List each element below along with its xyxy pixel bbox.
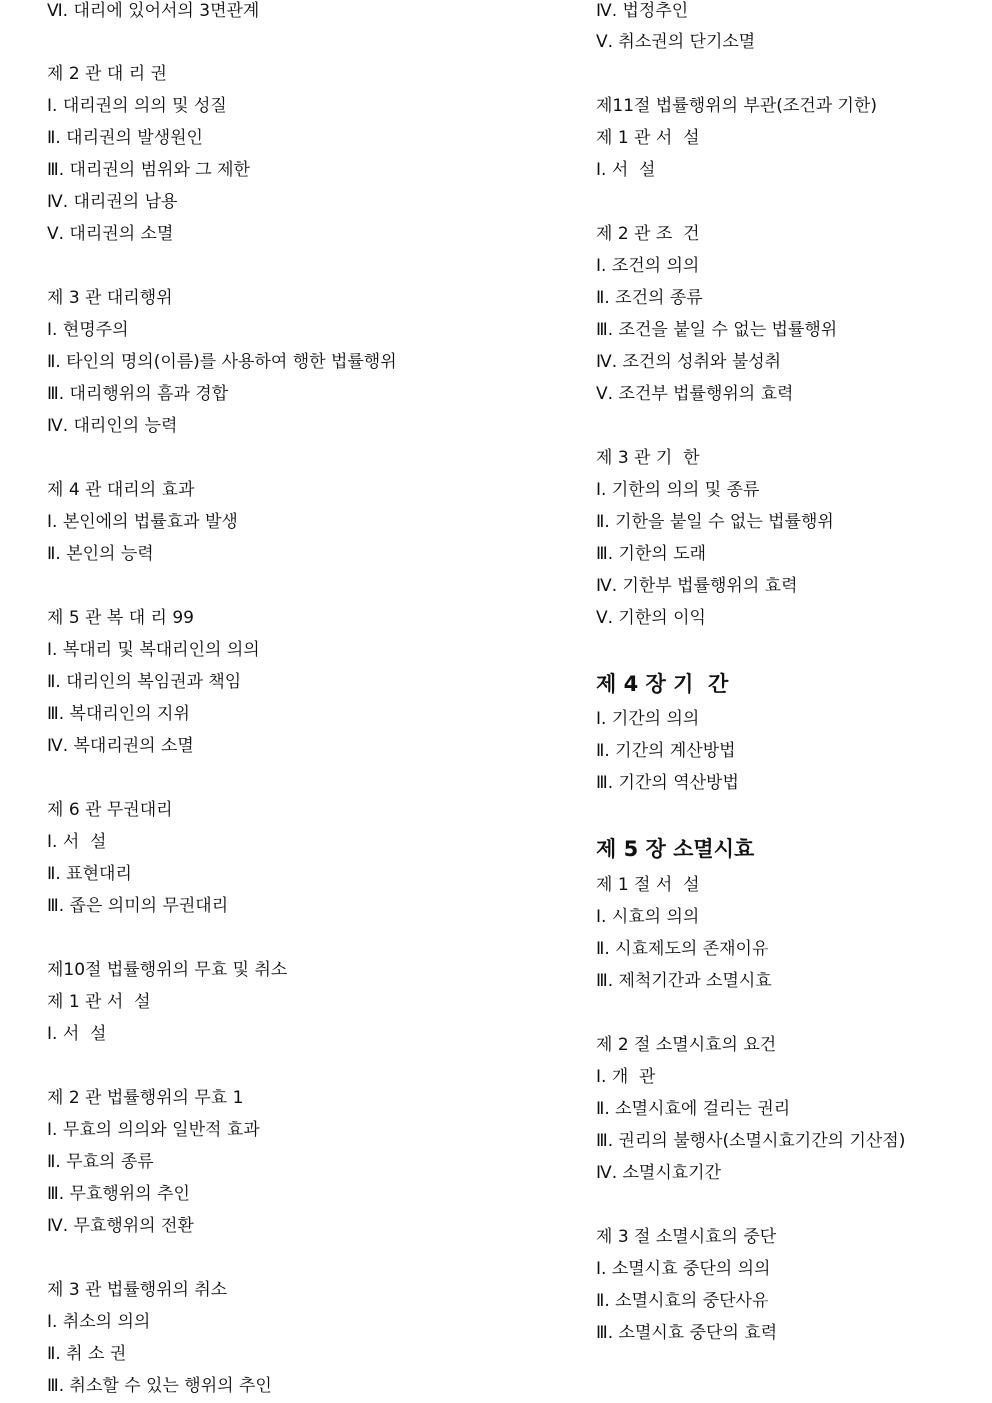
section-heading: 제 3 관 법률행위의 취소: [47, 1280, 228, 1300]
toc-entry: Ⅲ. 복대리인의 지위: [47, 704, 190, 724]
toc-entry: Ⅱ. 소멸시효에 걸리는 권리: [596, 1099, 791, 1119]
toc-entry: Ⅳ. 대리권의 남용: [47, 192, 178, 212]
toc-entry: Ⅰ. 취소의 의의: [47, 1312, 151, 1332]
section-heading: 제10절 법률행위의 무효 및 취소: [47, 960, 288, 980]
toc-entry: Ⅱ. 시효제도의 존재이유: [596, 939, 769, 959]
toc-entry: Ⅲ. 취소할 수 있는 행위의 추인: [47, 1376, 272, 1396]
toc-entry: Ⅱ. 소멸시효의 중단사유: [596, 1291, 769, 1311]
toc-entry: Ⅳ. 무효행위의 전환: [47, 1216, 194, 1236]
toc-entry: Ⅳ. 복대리권의 소멸: [47, 736, 194, 756]
toc-entry: Ⅴ. 취소권의 단기소멸: [596, 32, 756, 52]
toc-entry: Ⅰ. 서 설: [596, 160, 656, 180]
chapter-heading: 제 5 장 소멸시효: [596, 837, 755, 861]
toc-entry: Ⅳ. 기한부 법률행위의 효력: [596, 576, 798, 596]
toc-entry: Ⅱ. 기한을 붙일 수 없는 법률행위: [596, 512, 834, 532]
toc-entry: Ⅲ. 권리의 불행사(소멸시효기간의 기산점): [596, 1131, 906, 1151]
section-heading: 제 1 관 서 설: [596, 128, 700, 148]
toc-entry: Ⅰ. 대리권의 의의 및 성질: [47, 96, 227, 116]
toc-entry: Ⅰ. 기간의 의의: [596, 709, 700, 729]
toc-entry: Ⅰ. 소멸시효 중단의 의의: [596, 1259, 771, 1279]
toc-entry: Ⅰ. 개 관: [596, 1067, 656, 1087]
toc-entry: Ⅰ. 서 설: [47, 1024, 107, 1044]
toc-entry: Ⅱ. 무효의 종류: [47, 1152, 154, 1172]
section-heading: 제 3 관 기 한: [596, 448, 700, 468]
toc-entry: Ⅴ. 기한의 이익: [596, 608, 706, 628]
toc-entry: Ⅰ. 시효의 의의: [596, 907, 700, 927]
toc-entry: Ⅰ. 기한의 의의 및 종류: [596, 480, 760, 500]
toc-entry: Ⅱ. 조건의 종류: [596, 288, 703, 308]
toc-entry: Ⅲ. 좁은 의미의 무권대리: [47, 896, 229, 916]
section-heading: 제 2 관 대 리 권: [47, 64, 167, 84]
section-heading: 제 2 절 소멸시효의 요건: [596, 1035, 777, 1055]
toc-entry: Ⅳ. 법정추인: [596, 1, 689, 21]
toc-entry: Ⅰ. 복대리 및 복대리인의 의의: [47, 640, 260, 660]
toc-entry: Ⅰ. 서 설: [47, 832, 107, 852]
section-heading: 제 1 절 서 설: [596, 875, 700, 895]
toc-entry: Ⅰ. 본인에의 법률효과 발생: [47, 512, 238, 532]
toc-entry: Ⅲ. 제척기간과 소멸시효: [596, 971, 772, 991]
section-heading: 제 1 관 서 설: [47, 992, 151, 1012]
toc-entry: Ⅱ. 본인의 능력: [47, 544, 154, 564]
toc-entry: Ⅳ. 대리인의 능력: [47, 416, 178, 436]
toc-entry: Ⅲ. 무효행위의 추인: [47, 1184, 190, 1204]
section-heading: 제 3 절 소멸시효의 중단: [596, 1227, 777, 1247]
toc-entry: Ⅳ. 소멸시효기간: [596, 1163, 722, 1183]
toc-entry: Ⅴ. 대리권의 소멸: [47, 224, 174, 244]
toc-entry: Ⅵ. 대리에 있어서의 3면관계: [47, 1, 260, 21]
toc-entry: Ⅴ. 조건부 법률행위의 효력: [596, 384, 794, 404]
section-heading: 제 4 관 대리의 효과: [47, 480, 195, 500]
toc-entry: Ⅲ. 소멸시효 중단의 효력: [596, 1323, 778, 1343]
section-heading: 제 2 관 법률행위의 무효 1: [47, 1088, 244, 1108]
toc-entry: Ⅰ. 무효의 의의와 일반적 효과: [47, 1120, 260, 1140]
section-heading: 제 2 관 조 건: [596, 224, 700, 244]
toc-entry: Ⅲ. 기간의 역산방법: [596, 773, 739, 793]
section-heading: 제11절 법률행위의 부관(조건과 기한): [596, 96, 878, 116]
toc-entry: Ⅱ. 대리권의 발생원인: [47, 128, 203, 148]
section-heading: 제 3 관 대리행위: [47, 288, 173, 308]
toc-entry: Ⅱ. 기간의 계산방법: [596, 741, 736, 761]
section-heading: 제 5 관 복 대 리 99: [47, 608, 194, 628]
toc-entry: Ⅰ. 조건의 의의: [596, 256, 700, 276]
toc-entry: Ⅱ. 대리인의 복임권과 책임: [47, 672, 242, 692]
toc-entry: Ⅱ. 취 소 권: [47, 1344, 127, 1364]
section-heading: 제 6 관 무권대리: [47, 800, 173, 820]
toc-entry: Ⅲ. 대리권의 범위와 그 제한: [47, 160, 250, 180]
toc-entry: Ⅲ. 기한의 도래: [596, 544, 707, 564]
toc-entry: Ⅱ. 표현대리: [47, 864, 132, 884]
toc-entry: Ⅱ. 타인의 명의(이름)를 사용하여 행한 법률행위: [47, 352, 397, 372]
toc-entry: Ⅳ. 조건의 성취와 불성취: [596, 352, 782, 372]
chapter-heading: 제 4 장 기 간: [596, 672, 729, 696]
toc-entry: Ⅲ. 대리행위의 흠과 경합: [47, 384, 229, 404]
toc-entry: Ⅰ. 현명주의: [47, 320, 129, 340]
toc-entry: Ⅲ. 조건을 붙일 수 없는 법률행위: [596, 320, 838, 340]
